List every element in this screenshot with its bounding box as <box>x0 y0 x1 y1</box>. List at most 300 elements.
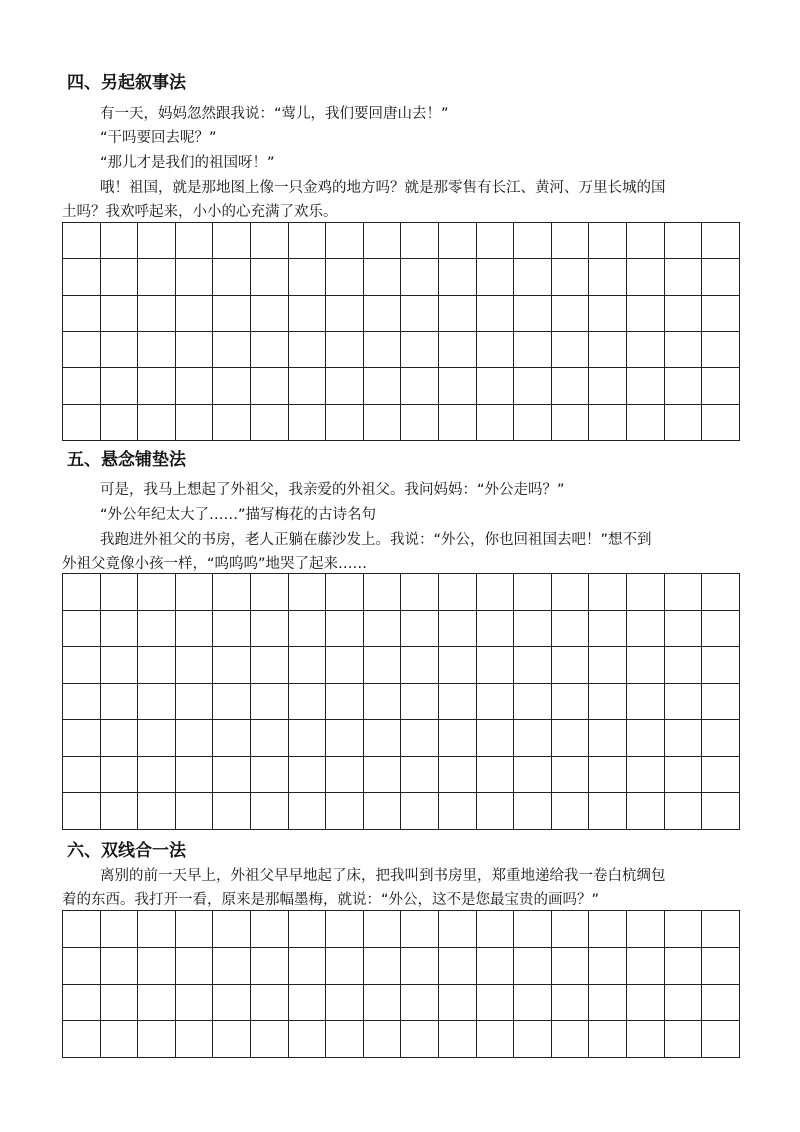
grid-cell[interactable] <box>551 756 589 793</box>
grid-cell[interactable] <box>551 683 589 720</box>
grid-cell[interactable] <box>551 647 589 684</box>
grid-cell[interactable] <box>589 331 627 367</box>
grid-cell[interactable] <box>138 610 176 647</box>
grid-cell[interactable] <box>326 720 364 757</box>
grid-cell[interactable] <box>551 223 589 259</box>
grid-cell[interactable] <box>589 683 627 720</box>
grid-cell[interactable] <box>213 911 251 948</box>
grid-cell[interactable] <box>288 259 326 295</box>
grid-cell[interactable] <box>626 947 664 984</box>
grid-cell[interactable] <box>363 404 401 440</box>
grid-cell[interactable] <box>288 610 326 647</box>
grid-cell[interactable] <box>175 683 213 720</box>
grid-cell[interactable] <box>702 295 740 331</box>
grid-cell[interactable] <box>326 947 364 984</box>
grid-cell[interactable] <box>63 793 101 830</box>
grid-cell[interactable] <box>401 574 439 611</box>
grid-cell[interactable] <box>363 720 401 757</box>
grid-cell[interactable] <box>250 720 288 757</box>
grid-cell[interactable] <box>401 647 439 684</box>
grid-cell[interactable] <box>589 610 627 647</box>
grid-cell[interactable] <box>175 259 213 295</box>
grid-cell[interactable] <box>664 793 702 830</box>
grid-cell[interactable] <box>401 911 439 948</box>
grid-cell[interactable] <box>589 756 627 793</box>
grid-cell[interactable] <box>589 295 627 331</box>
grid-cell[interactable] <box>213 610 251 647</box>
grid-cell[interactable] <box>626 574 664 611</box>
grid-cell[interactable] <box>63 647 101 684</box>
grid-cell[interactable] <box>438 683 476 720</box>
grid-cell[interactable] <box>175 984 213 1021</box>
grid-cell[interactable] <box>476 368 514 404</box>
grid-cell[interactable] <box>664 911 702 948</box>
writing-grid-section-6[interactable] <box>62 910 740 1058</box>
grid-cell[interactable] <box>438 720 476 757</box>
grid-cell[interactable] <box>100 1021 138 1058</box>
grid-cell[interactable] <box>63 295 101 331</box>
grid-cell[interactable] <box>401 259 439 295</box>
grid-cell[interactable] <box>250 259 288 295</box>
grid-cell[interactable] <box>288 911 326 948</box>
grid-cell[interactable] <box>401 947 439 984</box>
writing-grid-section-4[interactable] <box>62 222 740 441</box>
grid-cell[interactable] <box>476 720 514 757</box>
grid-cell[interactable] <box>514 720 552 757</box>
grid-cell[interactable] <box>514 647 552 684</box>
grid-cell[interactable] <box>250 331 288 367</box>
grid-cell[interactable] <box>63 610 101 647</box>
grid-cell[interactable] <box>326 404 364 440</box>
grid-cell[interactable] <box>175 331 213 367</box>
grid-cell[interactable] <box>326 984 364 1021</box>
grid-cell[interactable] <box>363 647 401 684</box>
grid-cell[interactable] <box>250 1021 288 1058</box>
grid-cell[interactable] <box>551 793 589 830</box>
grid-cell[interactable] <box>551 947 589 984</box>
grid-cell[interactable] <box>401 793 439 830</box>
grid-cell[interactable] <box>213 259 251 295</box>
grid-cell[interactable] <box>514 984 552 1021</box>
grid-cell[interactable] <box>514 368 552 404</box>
grid-cell[interactable] <box>213 793 251 830</box>
grid-cell[interactable] <box>250 295 288 331</box>
grid-cell[interactable] <box>100 756 138 793</box>
grid-cell[interactable] <box>288 574 326 611</box>
grid-cell[interactable] <box>514 793 552 830</box>
grid-cell[interactable] <box>63 1021 101 1058</box>
grid-cell[interactable] <box>476 647 514 684</box>
grid-cell[interactable] <box>363 793 401 830</box>
grid-cell[interactable] <box>326 911 364 948</box>
grid-cell[interactable] <box>100 911 138 948</box>
grid-cell[interactable] <box>514 331 552 367</box>
grid-cell[interactable] <box>438 368 476 404</box>
grid-cell[interactable] <box>702 610 740 647</box>
grid-cell[interactable] <box>250 368 288 404</box>
grid-cell[interactable] <box>363 947 401 984</box>
grid-cell[interactable] <box>138 793 176 830</box>
grid-cell[interactable] <box>626 1021 664 1058</box>
grid-cell[interactable] <box>476 610 514 647</box>
grid-cell[interactable] <box>363 331 401 367</box>
grid-cell[interactable] <box>664 720 702 757</box>
grid-cell[interactable] <box>175 911 213 948</box>
grid-cell[interactable] <box>138 1021 176 1058</box>
grid-cell[interactable] <box>401 984 439 1021</box>
grid-cell[interactable] <box>664 756 702 793</box>
grid-cell[interactable] <box>702 574 740 611</box>
grid-cell[interactable] <box>476 574 514 611</box>
grid-cell[interactable] <box>363 295 401 331</box>
grid-cell[interactable] <box>63 984 101 1021</box>
grid-cell[interactable] <box>664 984 702 1021</box>
grid-cell[interactable] <box>288 720 326 757</box>
grid-cell[interactable] <box>175 793 213 830</box>
grid-cell[interactable] <box>589 984 627 1021</box>
grid-cell[interactable] <box>138 756 176 793</box>
grid-cell[interactable] <box>100 647 138 684</box>
grid-cell[interactable] <box>63 911 101 948</box>
grid-cell[interactable] <box>438 259 476 295</box>
grid-cell[interactable] <box>213 947 251 984</box>
grid-cell[interactable] <box>363 756 401 793</box>
grid-cell[interactable] <box>363 223 401 259</box>
grid-cell[interactable] <box>288 756 326 793</box>
grid-cell[interactable] <box>626 793 664 830</box>
grid-cell[interactable] <box>100 295 138 331</box>
grid-cell[interactable] <box>250 647 288 684</box>
grid-cell[interactable] <box>476 295 514 331</box>
grid-cell[interactable] <box>63 683 101 720</box>
grid-cell[interactable] <box>626 331 664 367</box>
grid-cell[interactable] <box>702 947 740 984</box>
grid-cell[interactable] <box>664 295 702 331</box>
grid-cell[interactable] <box>401 683 439 720</box>
grid-cell[interactable] <box>100 683 138 720</box>
grid-cell[interactable] <box>326 756 364 793</box>
grid-cell[interactable] <box>551 720 589 757</box>
grid-cell[interactable] <box>626 984 664 1021</box>
grid-cell[interactable] <box>626 295 664 331</box>
grid-cell[interactable] <box>250 683 288 720</box>
grid-cell[interactable] <box>326 1021 364 1058</box>
grid-cell[interactable] <box>401 368 439 404</box>
grid-cell[interactable] <box>401 295 439 331</box>
grid-cell[interactable] <box>664 331 702 367</box>
grid-cell[interactable] <box>626 647 664 684</box>
grid-cell[interactable] <box>401 223 439 259</box>
grid-cell[interactable] <box>514 259 552 295</box>
grid-cell[interactable] <box>175 1021 213 1058</box>
grid-cell[interactable] <box>551 404 589 440</box>
grid-cell[interactable] <box>476 793 514 830</box>
grid-cell[interactable] <box>551 984 589 1021</box>
grid-cell[interactable] <box>551 911 589 948</box>
grid-cell[interactable] <box>664 404 702 440</box>
grid-cell[interactable] <box>100 947 138 984</box>
grid-cell[interactable] <box>476 1021 514 1058</box>
grid-cell[interactable] <box>250 610 288 647</box>
grid-cell[interactable] <box>438 793 476 830</box>
grid-cell[interactable] <box>288 683 326 720</box>
grid-cell[interactable] <box>476 259 514 295</box>
grid-cell[interactable] <box>514 1021 552 1058</box>
grid-cell[interactable] <box>589 404 627 440</box>
grid-cell[interactable] <box>589 947 627 984</box>
grid-cell[interactable] <box>626 756 664 793</box>
grid-cell[interactable] <box>288 1021 326 1058</box>
grid-cell[interactable] <box>438 404 476 440</box>
grid-cell[interactable] <box>476 404 514 440</box>
grid-cell[interactable] <box>664 610 702 647</box>
grid-cell[interactable] <box>438 647 476 684</box>
grid-cell[interactable] <box>288 368 326 404</box>
grid-cell[interactable] <box>363 1021 401 1058</box>
grid-cell[interactable] <box>702 720 740 757</box>
grid-cell[interactable] <box>138 223 176 259</box>
grid-cell[interactable] <box>213 331 251 367</box>
grid-cell[interactable] <box>589 720 627 757</box>
grid-cell[interactable] <box>100 331 138 367</box>
grid-cell[interactable] <box>138 331 176 367</box>
grid-cell[interactable] <box>551 259 589 295</box>
grid-cell[interactable] <box>551 331 589 367</box>
grid-cell[interactable] <box>100 610 138 647</box>
grid-cell[interactable] <box>138 368 176 404</box>
grid-cell[interactable] <box>702 404 740 440</box>
grid-cell[interactable] <box>438 947 476 984</box>
writing-grid-section-5[interactable] <box>62 573 740 830</box>
grid-cell[interactable] <box>626 610 664 647</box>
grid-cell[interactable] <box>626 259 664 295</box>
grid-cell[interactable] <box>363 984 401 1021</box>
grid-cell[interactable] <box>288 295 326 331</box>
grid-cell[interactable] <box>250 911 288 948</box>
grid-cell[interactable] <box>589 1021 627 1058</box>
grid-cell[interactable] <box>326 259 364 295</box>
grid-cell[interactable] <box>476 223 514 259</box>
grid-cell[interactable] <box>702 756 740 793</box>
grid-cell[interactable] <box>326 610 364 647</box>
grid-cell[interactable] <box>288 404 326 440</box>
grid-cell[interactable] <box>138 574 176 611</box>
grid-cell[interactable] <box>401 756 439 793</box>
grid-cell[interactable] <box>175 756 213 793</box>
grid-cell[interactable] <box>250 984 288 1021</box>
grid-cell[interactable] <box>514 404 552 440</box>
grid-cell[interactable] <box>702 223 740 259</box>
grid-cell[interactable] <box>664 683 702 720</box>
grid-cell[interactable] <box>438 223 476 259</box>
grid-cell[interactable] <box>250 793 288 830</box>
grid-cell[interactable] <box>250 223 288 259</box>
grid-cell[interactable] <box>175 947 213 984</box>
grid-cell[interactable] <box>288 793 326 830</box>
grid-cell[interactable] <box>401 404 439 440</box>
grid-cell[interactable] <box>100 793 138 830</box>
grid-cell[interactable] <box>551 368 589 404</box>
grid-cell[interactable] <box>326 647 364 684</box>
grid-cell[interactable] <box>363 683 401 720</box>
grid-cell[interactable] <box>175 610 213 647</box>
grid-cell[interactable] <box>438 295 476 331</box>
grid-cell[interactable] <box>63 947 101 984</box>
grid-cell[interactable] <box>175 404 213 440</box>
grid-cell[interactable] <box>100 720 138 757</box>
grid-cell[interactable] <box>702 647 740 684</box>
grid-cell[interactable] <box>664 947 702 984</box>
grid-cell[interactable] <box>326 368 364 404</box>
grid-cell[interactable] <box>63 368 101 404</box>
grid-cell[interactable] <box>401 610 439 647</box>
grid-cell[interactable] <box>514 610 552 647</box>
grid-cell[interactable] <box>250 756 288 793</box>
grid-cell[interactable] <box>476 331 514 367</box>
grid-cell[interactable] <box>138 259 176 295</box>
grid-cell[interactable] <box>213 574 251 611</box>
grid-cell[interactable] <box>175 368 213 404</box>
grid-cell[interactable] <box>213 720 251 757</box>
grid-cell[interactable] <box>514 295 552 331</box>
grid-cell[interactable] <box>401 331 439 367</box>
grid-cell[interactable] <box>476 984 514 1021</box>
grid-cell[interactable] <box>514 683 552 720</box>
grid-cell[interactable] <box>589 647 627 684</box>
grid-cell[interactable] <box>664 223 702 259</box>
grid-cell[interactable] <box>213 984 251 1021</box>
grid-cell[interactable] <box>626 223 664 259</box>
grid-cell[interactable] <box>213 756 251 793</box>
grid-cell[interactable] <box>363 574 401 611</box>
grid-cell[interactable] <box>514 911 552 948</box>
grid-cell[interactable] <box>213 647 251 684</box>
grid-cell[interactable] <box>589 793 627 830</box>
grid-cell[interactable] <box>138 720 176 757</box>
grid-cell[interactable] <box>476 756 514 793</box>
grid-cell[interactable] <box>100 984 138 1021</box>
grid-cell[interactable] <box>250 947 288 984</box>
grid-cell[interactable] <box>438 911 476 948</box>
grid-cell[interactable] <box>438 984 476 1021</box>
grid-cell[interactable] <box>702 368 740 404</box>
grid-cell[interactable] <box>213 368 251 404</box>
grid-cell[interactable] <box>438 756 476 793</box>
grid-cell[interactable] <box>476 947 514 984</box>
grid-cell[interactable] <box>138 683 176 720</box>
grid-cell[interactable] <box>438 610 476 647</box>
grid-cell[interactable] <box>702 1021 740 1058</box>
grid-cell[interactable] <box>514 756 552 793</box>
grid-cell[interactable] <box>664 1021 702 1058</box>
grid-cell[interactable] <box>175 223 213 259</box>
grid-cell[interactable] <box>63 756 101 793</box>
grid-cell[interactable] <box>702 331 740 367</box>
grid-cell[interactable] <box>702 911 740 948</box>
grid-cell[interactable] <box>363 610 401 647</box>
grid-cell[interactable] <box>138 984 176 1021</box>
grid-cell[interactable] <box>250 574 288 611</box>
grid-cell[interactable] <box>213 295 251 331</box>
grid-cell[interactable] <box>63 331 101 367</box>
grid-cell[interactable] <box>100 368 138 404</box>
grid-cell[interactable] <box>438 331 476 367</box>
grid-cell[interactable] <box>100 259 138 295</box>
grid-cell[interactable] <box>626 368 664 404</box>
grid-cell[interactable] <box>63 223 101 259</box>
grid-cell[interactable] <box>476 683 514 720</box>
grid-cell[interactable] <box>175 574 213 611</box>
grid-cell[interactable] <box>100 223 138 259</box>
grid-cell[interactable] <box>626 404 664 440</box>
grid-cell[interactable] <box>326 574 364 611</box>
grid-cell[interactable] <box>702 793 740 830</box>
grid-cell[interactable] <box>213 223 251 259</box>
grid-cell[interactable] <box>589 574 627 611</box>
grid-cell[interactable] <box>664 259 702 295</box>
grid-cell[interactable] <box>664 647 702 684</box>
grid-cell[interactable] <box>551 574 589 611</box>
grid-cell[interactable] <box>476 911 514 948</box>
grid-cell[interactable] <box>401 1021 439 1058</box>
grid-cell[interactable] <box>626 911 664 948</box>
grid-cell[interactable] <box>138 295 176 331</box>
grid-cell[interactable] <box>288 647 326 684</box>
grid-cell[interactable] <box>288 984 326 1021</box>
grid-cell[interactable] <box>100 574 138 611</box>
grid-cell[interactable] <box>514 223 552 259</box>
grid-cell[interactable] <box>213 683 251 720</box>
grid-cell[interactable] <box>63 574 101 611</box>
grid-cell[interactable] <box>326 295 364 331</box>
grid-cell[interactable] <box>288 947 326 984</box>
grid-cell[interactable] <box>213 404 251 440</box>
grid-cell[interactable] <box>589 259 627 295</box>
grid-cell[interactable] <box>438 1021 476 1058</box>
grid-cell[interactable] <box>63 259 101 295</box>
grid-cell[interactable] <box>326 223 364 259</box>
grid-cell[interactable] <box>63 720 101 757</box>
grid-cell[interactable] <box>326 793 364 830</box>
grid-cell[interactable] <box>138 647 176 684</box>
grid-cell[interactable] <box>63 404 101 440</box>
grid-cell[interactable] <box>363 368 401 404</box>
grid-cell[interactable] <box>175 720 213 757</box>
grid-cell[interactable] <box>702 683 740 720</box>
grid-cell[interactable] <box>551 295 589 331</box>
grid-cell[interactable] <box>363 911 401 948</box>
grid-cell[interactable] <box>664 574 702 611</box>
grid-cell[interactable] <box>175 647 213 684</box>
grid-cell[interactable] <box>100 404 138 440</box>
grid-cell[interactable] <box>138 911 176 948</box>
grid-cell[interactable] <box>401 720 439 757</box>
grid-cell[interactable] <box>626 720 664 757</box>
grid-cell[interactable] <box>363 259 401 295</box>
grid-cell[interactable] <box>589 911 627 948</box>
grid-cell[interactable] <box>626 683 664 720</box>
grid-cell[interactable] <box>514 574 552 611</box>
grid-cell[interactable] <box>175 295 213 331</box>
grid-cell[interactable] <box>589 223 627 259</box>
grid-cell[interactable] <box>288 223 326 259</box>
grid-cell[interactable] <box>702 984 740 1021</box>
grid-cell[interactable] <box>213 1021 251 1058</box>
grid-cell[interactable] <box>664 368 702 404</box>
grid-cell[interactable] <box>589 368 627 404</box>
grid-cell[interactable] <box>138 404 176 440</box>
grid-cell[interactable] <box>326 331 364 367</box>
